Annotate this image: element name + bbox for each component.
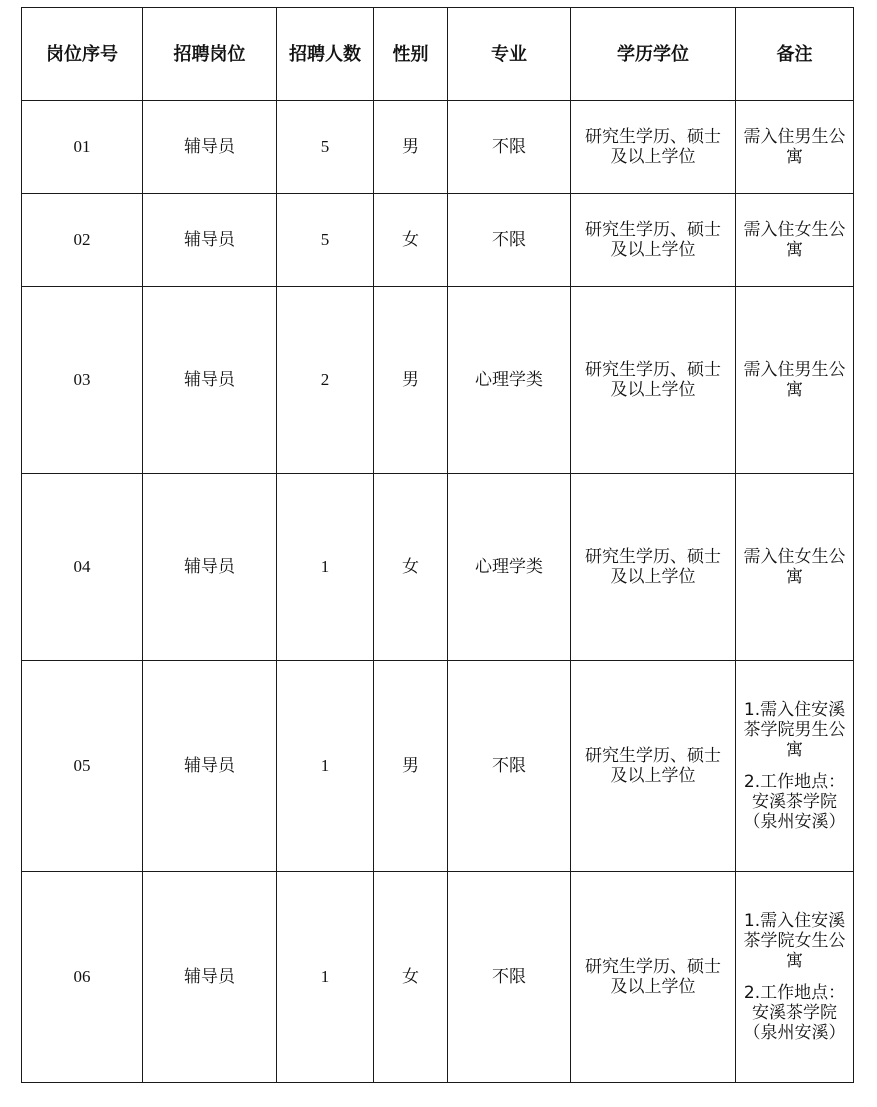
cell-notes [736, 661, 854, 872]
cell-education: 研究生学历、硕士及以上学位 [571, 194, 736, 287]
cell-count: 2 [277, 287, 374, 474]
note-line: 2.工作地点：安溪茶学院（泉州安溪） [743, 983, 846, 1043]
note-line: 需入住女生公寓 [743, 547, 846, 587]
cell-post: 辅导员 [143, 661, 277, 872]
cell-post: 辅导员 [143, 872, 277, 1083]
cell-post: 辅导员 [143, 101, 277, 194]
header-row [22, 8, 854, 101]
cell-post: 辅导员 [143, 474, 277, 661]
cell-post: 辅导员 [143, 194, 277, 287]
note-line: 2.工作地点：安溪茶学院（泉州安溪） [743, 772, 846, 832]
header-education: 学历学位 [571, 8, 736, 101]
header-gender: 性别 [374, 8, 448, 101]
cell-gender: 女 [374, 474, 448, 661]
cell-major: 不限 [448, 872, 571, 1083]
cell-notes [736, 474, 854, 661]
cell-major: 不限 [448, 101, 571, 194]
cell-notes [736, 194, 854, 287]
cell-post-id: 02 [22, 194, 143, 287]
cell-gender: 女 [374, 872, 448, 1083]
cell-post-id: 05 [22, 661, 143, 872]
cell-major: 心理学类 [448, 474, 571, 661]
note-line: 1.需入住安溪茶学院男生公寓 [743, 700, 846, 760]
table-row [22, 101, 854, 194]
cell-post: 辅导员 [143, 287, 277, 474]
note-line: 1.需入住安溪茶学院女生公寓 [743, 911, 846, 971]
header-notes: 备注 [736, 8, 854, 101]
table-row [22, 661, 854, 872]
cell-notes [736, 872, 854, 1083]
cell-count: 5 [277, 101, 374, 194]
header-major: 专业 [448, 8, 571, 101]
cell-post-id: 04 [22, 474, 143, 661]
cell-post-id: 03 [22, 287, 143, 474]
table-row [22, 287, 854, 474]
table-row [22, 872, 854, 1083]
cell-notes [736, 287, 854, 474]
recruitment-table [21, 7, 854, 1083]
cell-education: 研究生学历、硕士及以上学位 [571, 101, 736, 194]
note-line: 需入住男生公寓 [743, 127, 846, 167]
cell-education: 研究生学历、硕士及以上学位 [571, 287, 736, 474]
cell-count: 5 [277, 194, 374, 287]
header-count: 招聘人数 [277, 8, 374, 101]
table-row [22, 194, 854, 287]
cell-gender: 女 [374, 194, 448, 287]
cell-major: 不限 [448, 661, 571, 872]
header-post: 招聘岗位 [143, 8, 277, 101]
table-row [22, 474, 854, 661]
cell-education: 研究生学历、硕士及以上学位 [571, 474, 736, 661]
note-line: 需入住女生公寓 [743, 220, 846, 260]
cell-notes [736, 101, 854, 194]
cell-gender: 男 [374, 287, 448, 474]
cell-gender: 男 [374, 661, 448, 872]
cell-gender: 男 [374, 101, 448, 194]
cell-count: 1 [277, 872, 374, 1083]
cell-count: 1 [277, 474, 374, 661]
cell-count: 1 [277, 661, 374, 872]
header-post-id: 岗位序号 [22, 8, 143, 101]
cell-major: 心理学类 [448, 287, 571, 474]
cell-major: 不限 [448, 194, 571, 287]
cell-post-id: 06 [22, 872, 143, 1083]
cell-post-id: 01 [22, 101, 143, 194]
cell-education: 研究生学历、硕士及以上学位 [571, 661, 736, 872]
note-line: 需入住男生公寓 [743, 360, 846, 400]
cell-education: 研究生学历、硕士及以上学位 [571, 872, 736, 1083]
